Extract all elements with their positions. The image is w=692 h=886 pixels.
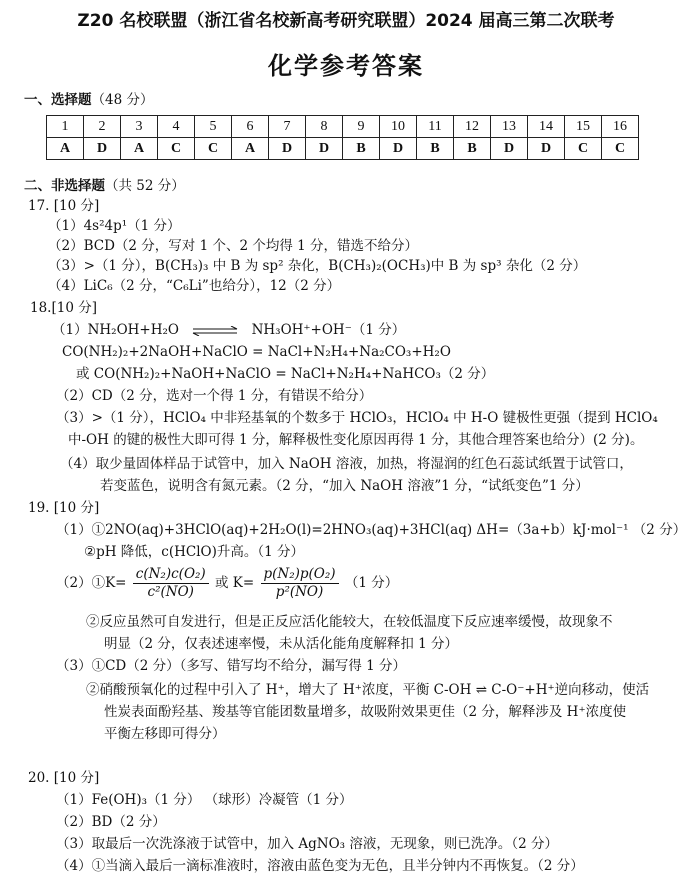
q19-line: （1）①2NO(aq)+3HClO(aq)+2H₂O(l)=2HNO₃(aq)+3HCl(aq) ΔH=（3a+b）kJ·mol⁻¹ （2 分） bbox=[56, 522, 687, 538]
kc-numerator: c(N₂)c(O₂) bbox=[133, 566, 209, 584]
q17-line: （3）>（1 分），B(CH₃)₃ 中 B 为 sp² 杂化，B(CH₃)₂(OCH₃)中 B 为 sp³ 杂化（2 分） bbox=[48, 258, 587, 274]
section1-heading: 一、选择题 bbox=[24, 92, 92, 108]
q19-line: 性炭表面酚羟基、羧基等官能团数量增多，故吸附效果更佳（2 分，解释涉及 H⁺浓度使 bbox=[104, 704, 627, 720]
document-title: Z20 名校联盟（浙江省名校新高考研究联盟）2024 届高三第二次联考 bbox=[77, 11, 615, 31]
question-number: 6 bbox=[232, 116, 269, 138]
question-number: 5 bbox=[195, 116, 232, 138]
question-number: 2 bbox=[84, 116, 121, 138]
section2-heading-row bbox=[24, 174, 185, 194]
answer-cell: D bbox=[380, 138, 417, 160]
q18-line: 中-OH 的键的极性大即可得 1 分，解释极性变化原因再得 1 分，其他合理答案也给分）(2 分)。 bbox=[68, 432, 644, 448]
q19-line: ②反应虽然可自发进行，但是正反应活化能较大，在较低温度下反应速率缓慢，故现象不 bbox=[86, 614, 613, 630]
answer-cell: D bbox=[491, 138, 528, 160]
question-number: 8 bbox=[306, 116, 343, 138]
question-number: 11 bbox=[417, 116, 454, 138]
question-number: 10 bbox=[380, 116, 417, 138]
answer-cell: C bbox=[158, 138, 195, 160]
q17-line: （1）4s²4p¹（1 分） bbox=[48, 218, 181, 234]
question-number: 16 bbox=[602, 116, 639, 138]
question-number: 13 bbox=[491, 116, 528, 138]
answer-cell: D bbox=[269, 138, 306, 160]
q19-line: （3）①CD（2 分）（多写、错写均不给分，漏写得 1 分） bbox=[56, 658, 407, 674]
q18-line: （3）>（1 分），HClO₄ 中非羟基氧的个数多于 HClO₃，HClO₄ 中 H-O 键极性更强（提到 HClO₄ bbox=[56, 410, 658, 426]
q19-k-score: （1 分） bbox=[344, 575, 399, 591]
q18-line: 或 CO(NH₂)₂+NaOH+NaClO = NaCl+N₂H₄+NaHCO₃（2 分） bbox=[76, 366, 495, 382]
q18-eq-right: NH₃OH⁺+OH⁻（1 分） bbox=[251, 322, 406, 338]
q19-line: ②pH 降低，c(HClO)升高。（1 分） bbox=[84, 544, 305, 560]
answer-cell: B bbox=[417, 138, 454, 160]
question-number: 7 bbox=[269, 116, 306, 138]
answer-cell: C bbox=[602, 138, 639, 160]
document-subtitle: 化学参考答案 bbox=[268, 52, 424, 80]
q20-line: （2）BD（2 分） bbox=[56, 814, 166, 830]
answer-cell: A bbox=[232, 138, 269, 160]
question-number: 12 bbox=[454, 116, 491, 138]
answer-cell: A bbox=[121, 138, 158, 160]
answer-table-number-row bbox=[47, 116, 639, 138]
answer-table bbox=[46, 115, 639, 160]
q19-line: ②硝酸预氧化的过程中引入了 H⁺，增大了 H⁺浓度，平衡 C-OH ⇌ C-O⁻+H⁺逆向移动，使活 bbox=[86, 682, 650, 698]
answer-cell: B bbox=[454, 138, 491, 160]
q17-line: （4）LiC₆（2 分，“C₆Li”也给分），12（2 分） bbox=[48, 278, 341, 294]
q19-line: 平衡左移即可得分） bbox=[104, 726, 226, 742]
kc-fraction bbox=[133, 566, 209, 601]
question-number: 1 bbox=[47, 116, 84, 138]
section1-heading-row bbox=[24, 88, 153, 108]
answer-cell: D bbox=[528, 138, 565, 160]
q19-k-prefix: （2）①K= bbox=[56, 575, 127, 591]
question-number: 9 bbox=[343, 116, 380, 138]
section2-heading: 二、非选择题 bbox=[24, 178, 105, 194]
q17-heading: 17. [10 分] bbox=[28, 198, 100, 214]
answer-cell: C bbox=[565, 138, 602, 160]
q18-line: （4）取少量固体样品于试管中，加入 NaOH 溶液，加热，将湿润的红色石蕊试纸置于试管口， bbox=[60, 456, 633, 472]
q20-heading: 20. [10 分] bbox=[28, 770, 100, 786]
kc-denominator: c²(NO) bbox=[147, 584, 194, 600]
q18-line: （2）CD（2 分，选对一个得 1 分，有错误不给分） bbox=[56, 388, 373, 404]
kp-numerator: p(N₂)p(O₂) bbox=[261, 566, 339, 584]
q20-line: （1）Fe(OH)₃（1 分） （球形）冷凝管（1 分） bbox=[56, 792, 353, 808]
answer-cell: D bbox=[84, 138, 121, 160]
q18-line: 若变蓝色，说明含有氮元素。（2 分，“加入 NaOH 溶液”1 分，“试纸变色”1 分） bbox=[100, 478, 589, 494]
question-number: 4 bbox=[158, 116, 195, 138]
section2-score: （共 52 分） bbox=[105, 178, 185, 194]
q18-heading: 18.[10 分] bbox=[30, 300, 97, 316]
kp-denominator: p²(NO) bbox=[275, 584, 324, 600]
question-number: 14 bbox=[528, 116, 565, 138]
q19-k-or: 或 K= bbox=[215, 575, 255, 591]
section1-score: （48 分） bbox=[91, 92, 154, 108]
answer-table-answer-row bbox=[47, 138, 639, 160]
answer-cell: D bbox=[306, 138, 343, 160]
answer-cell: C bbox=[195, 138, 232, 160]
q19-line: 明显（2 分，仅表述速率慢，未从活化能角度解释扣 1 分） bbox=[104, 636, 459, 652]
q19-heading: 19. [10 分] bbox=[28, 500, 100, 516]
answer-cell: A bbox=[47, 138, 84, 160]
q19-equilibrium-constant bbox=[56, 566, 398, 601]
q18-line: CO(NH₂)₂+2NaOH+NaClO = NaCl+N₂H₄+Na₂CO₃+H₂O bbox=[62, 344, 451, 360]
q20-line: （4）①当滴入最后一滴标准液时，溶液由蓝色变为无色，且半分钟内不再恢复。（2 分） bbox=[56, 858, 584, 874]
kp-fraction bbox=[261, 566, 339, 601]
question-number: 15 bbox=[565, 116, 602, 138]
q20-line: （3）取最后一次洗涤液于试管中，加入 AgNO₃ 溶液，无现象，则已洗净。（2 分） bbox=[56, 836, 558, 852]
question-number: 3 bbox=[121, 116, 158, 138]
equilibrium-arrow-icon bbox=[191, 326, 239, 336]
q17-line: （2）BCD（2 分，写对 1 个、2 个均得 1 分，错选不给分） bbox=[48, 238, 419, 254]
q18-eq-left: （1）NH₂OH+H₂O bbox=[52, 322, 179, 338]
answer-cell: B bbox=[343, 138, 380, 160]
q18-equation-1 bbox=[52, 320, 405, 340]
